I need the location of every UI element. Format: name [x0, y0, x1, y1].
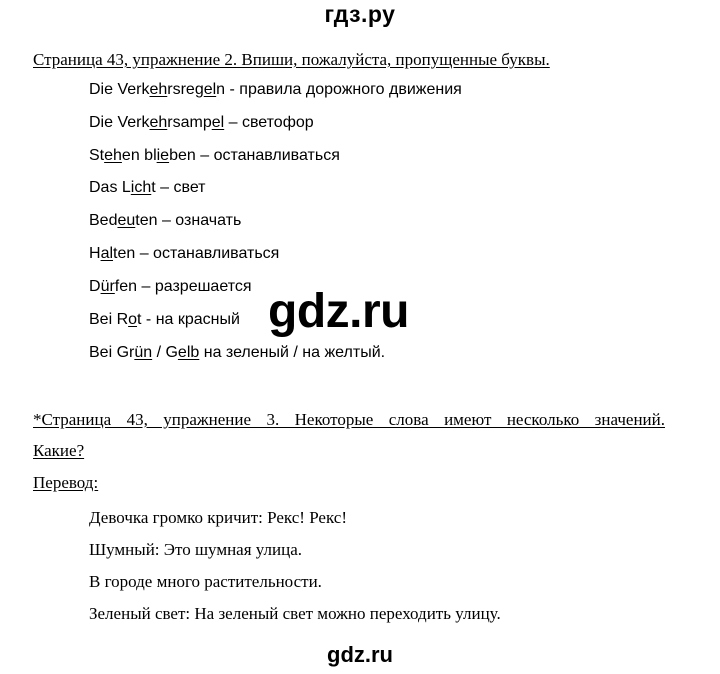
word-part: Bed	[89, 212, 118, 229]
translation-sentence: Девочка громко кричит: Рекс! Рекс!	[89, 508, 348, 527]
word-part: Die Verk	[89, 114, 150, 131]
vocab-translation: – останавливаться	[195, 147, 340, 164]
vocab-item	[89, 277, 252, 297]
vocab-item	[89, 343, 385, 363]
filled-letters: elb	[177, 344, 200, 361]
filled-letters: ie	[156, 147, 170, 164]
vocab-item	[89, 244, 279, 264]
filled-letters: eu	[117, 212, 136, 229]
filled-letters: eh	[149, 114, 168, 131]
word-part: fen	[114, 278, 138, 295]
vocab-translation: – разрешается	[137, 278, 252, 295]
filled-letters: ich	[130, 179, 152, 196]
vocab-item	[89, 146, 340, 166]
site-title: гдз.ру	[324, 1, 396, 27]
footer-site-name: gdz.ru	[327, 642, 393, 667]
exercise-3-title-line1: *Страница 43, упражнение 3. Некоторые слова имеют несколько значений.	[33, 410, 665, 429]
word-part: Das L	[89, 179, 131, 196]
word-part: ben	[169, 147, 196, 164]
vocab-item	[89, 211, 241, 231]
vocab-translation: – светофор	[224, 114, 314, 131]
watermark: gdz.ru	[268, 285, 409, 338]
translation-sentence: В городе много растительности.	[89, 572, 322, 591]
vocab-item	[89, 113, 314, 133]
vocab-translation: – означать	[157, 212, 242, 229]
vocab-item	[89, 310, 240, 330]
word-part: Bei Gr	[89, 344, 135, 361]
word-part: t	[137, 311, 142, 328]
word-part: en bl	[121, 147, 157, 164]
word-part: Bei R	[89, 311, 129, 328]
vocab-translation: – останавливаться	[135, 245, 280, 262]
translation-label: Перевод:	[33, 473, 99, 492]
exercise-3-title-line2: Какие?	[33, 441, 85, 460]
word-part: n	[216, 81, 226, 98]
word-part: Die Verk	[89, 81, 150, 98]
filled-letters: al	[100, 245, 114, 262]
word-part: D	[89, 278, 101, 295]
vocab-translation: - на красный	[141, 311, 240, 328]
vocab-item	[89, 80, 462, 100]
vocab-translation: – свет	[155, 179, 206, 196]
word-part: ten	[135, 212, 158, 229]
filled-letters: el	[203, 81, 217, 98]
word-part: St	[89, 147, 105, 164]
word-part: rsreg	[167, 81, 204, 98]
word-part: / G	[152, 344, 178, 361]
word-part: H	[89, 245, 101, 262]
word-part: rsamp	[167, 114, 212, 131]
vocab-translation: - правила дорожного движения	[225, 81, 462, 98]
word-part: t	[151, 179, 156, 196]
filled-letters: ür	[100, 278, 115, 295]
word-part: ten	[113, 245, 136, 262]
translation-sentence: Шумный: Это шумная улица.	[89, 540, 303, 559]
filled-letters: el	[211, 114, 225, 131]
exercise-2-title: Страница 43, упражнение 2. Впиши, пожалуйста, пропущенные буквы.	[33, 50, 550, 69]
filled-letters: ün	[134, 344, 153, 361]
vocab-item	[89, 178, 206, 198]
filled-letters: eh	[104, 147, 122, 164]
filled-letters: eh	[149, 81, 168, 98]
translation-sentence: Зеленый свет: На зеленый свет можно переходить улицу.	[89, 604, 501, 623]
filled-letters: o	[128, 311, 138, 328]
vocab-translation: на зеленый / на желтый.	[199, 344, 386, 361]
